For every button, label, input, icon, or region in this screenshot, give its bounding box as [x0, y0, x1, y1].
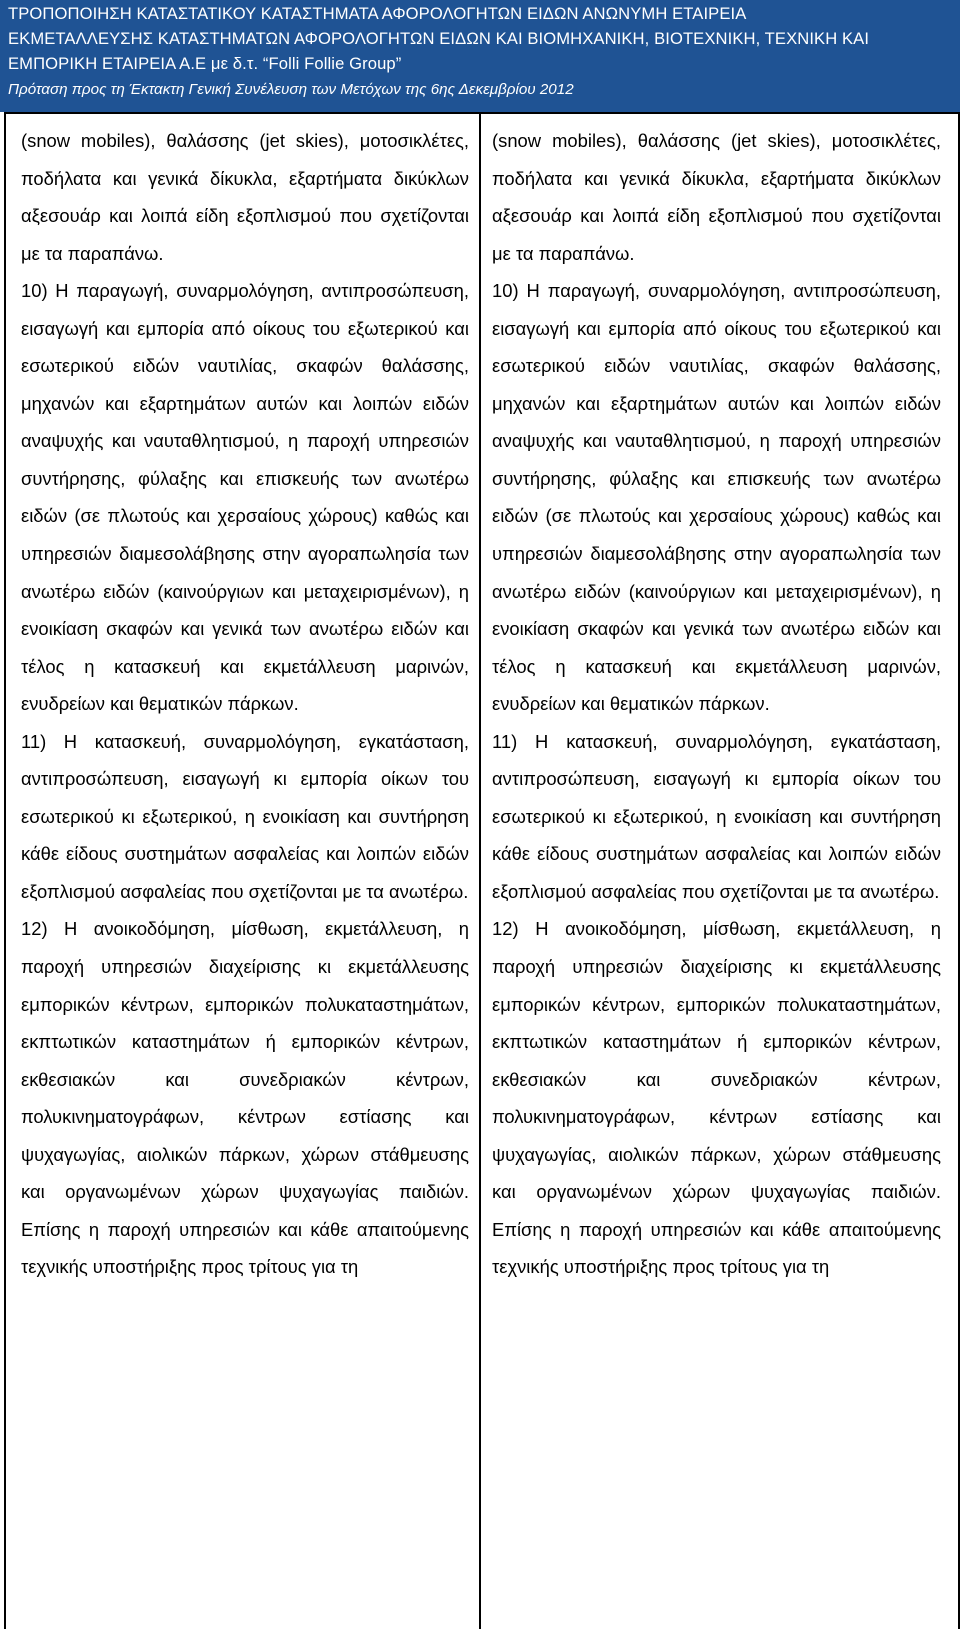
document-header	[0, 0, 960, 112]
paragraph-left-1: (snow mobiles), θαλάσσης (jet skies), μοτοσικλέτες, ποδήλατα και γενικά δίκυκλα, εξαρτήματα δικύκλων αξεσουάρ και λοιπά είδη εξοπλισμού που σχετίζονται με τα παραπάνω.	[21, 130, 469, 264]
paragraph-right-4: 12) Η ανοικοδόμηση, μίσθωση, εκμετάλλευση, η παροχή υπηρεσιών διαχείρισης κι εκμετάλλευσης εμπορικών κέντρων, εμπορικών πολυκαταστημάτων, εκπτωτικών καταστημάτων ή εμπορικών κέντρων, εκθεσιακών και συνεδριακών κέντρων, πολυκινηματογράφων, κέντρων εστίασης και ψυχαγωγίας, αιολικών πάρκων, χώρων στάθμευσης και οργανωμένων χώρων ψυχαγωγίας παιδιών. Επίσης η παροχή υπηρεσιών και κάθε απαιτούμενης τεχνικής υποστήριξης προς τρίτους για τη	[492, 918, 941, 1278]
header-title-line-2: ΕΚΜΕΤΑΛΛΕΥΣΗΣ ΚΑΤΑΣΤΗΜΑΤΩΝ ΑΦΟΡΟΛΟΓΗΤΩΝ ΕΙΔΩΝ ΚΑΙ ΒΙΟΜΗΧΑΝΙΚΗ, ΒΙΟΤΕΧΝΙΚΗ, ΤΕΧΝΙΚΗ ΚΑΙ	[8, 29, 870, 48]
table-column-divider	[479, 112, 481, 1629]
proposed-text-column	[492, 122, 941, 1286]
paragraph-right-1: (snow mobiles), θαλάσσης (jet skies), μοτοσικλέτες, ποδήλατα και γενικά δίκυκλα, εξαρτήματα δικύκλων αξεσουάρ και λοιπά είδη εξοπλισμού που σχετίζονται με τα παραπάνω.	[492, 130, 941, 264]
current-text-column	[21, 122, 469, 1286]
paragraph-left-2: 10) Η παραγωγή, συναρμολόγηση, αντιπροσώπευση, εισαγωγή και εμπορία από οίκους του εξωτερικού και εσωτερικού ειδών ναυτιλίας, σκαφών θαλάσσης, μηχανών και εξαρτημάτων αυτών και λοιπών ειδών αναψυχής και ναυταθλητισμού, η παροχή υπηρεσιών συντήρησης, φύλαξης και επισκευής των ανωτέρω ειδών (σε πλωτούς και χερσαίους χώρους) καθώς και υπηρεσιών διαμεσολάβησης στην αγοραπωλησία των ανωτέρω ειδών (καινούργιων και μεταχειρισμένων), η ενοικίαση σκαφών και γενικά των ανωτέρω ειδών και τέλος η κατασκευή και εκμετάλλευση μαρινών, ενυδρείων και θεματικών πάρκων.	[21, 280, 469, 715]
paragraph-left-3: 11) Η κατασκευή, συναρμολόγηση, εγκατάσταση, αντιπροσώπευση, εισαγωγή κι εμπορία οίκων του εσωτερικού κι εξωτερικού, η ενοικίαση και συντήρηση κάθε είδους συστημάτων ασφαλείας και λοιπών ειδών εξοπλισμού ασφαλείας που σχετίζονται με τα ανωτέρω.	[21, 730, 469, 902]
comparison-table	[0, 112, 960, 1629]
header-title-line-1: ΤΡΟΠΟΠΟΙΗΣΗ ΚΑΤΑΣΤΑΤΙΚΟΥ ΚΑΤΑΣΤΗΜΑΤΑ ΑΦΟΡΟΛΟΓΗΤΩΝ ΕΙΔΩΝ ΑΝΩΝΥΜΗ ΕΤΑΙΡΕΙΑ	[8, 4, 747, 23]
paragraph-right-3: 11) Η κατασκευή, συναρμολόγηση, εγκατάσταση, αντιπροσώπευση, εισαγωγή κι εμπορία οίκων του εσωτερικού κι εξωτερικού, η ενοικίαση και συντήρηση κάθε είδους συστημάτων ασφαλείας και λοιπών ειδών εξοπλισμού ασφαλείας που σχετίζονται με τα ανωτέρω.	[492, 730, 941, 902]
table-left-border	[4, 112, 6, 1629]
header-subtitle: Πρόταση προς τη Έκτακτη Γενική Συνέλευση των Μετόχων της 6ης Δεκεμβρίου 2012	[8, 81, 574, 98]
header-title-line-3: ΕΜΠΟΡΙΚΗ ΕΤΑΙΡΕΙΑ Α.Ε με δ.τ. “Folli Follie Group”	[8, 54, 402, 73]
paragraph-left-4: 12) Η ανοικοδόμηση, μίσθωση, εκμετάλλευση, η παροχή υπηρεσιών διαχείρισης κι εκμετάλλευσης εμπορικών κέντρων, εμπορικών πολυκαταστημάτων, εκπτωτικών καταστημάτων ή εμπορικών κέντρων, εκθεσιακών και συνεδριακών κέντρων, πολυκινηματογράφων, κέντρων εστίασης και ψυχαγωγίας, αιολικών πάρκων, χώρων στάθμευσης και οργανωμένων χώρων ψυχαγωγίας παιδιών. Επίσης η παροχή υπηρεσιών και κάθε απαιτούμενης τεχνικής υποστήριξης προς τρίτους για τη	[21, 918, 469, 1278]
paragraph-right-2: 10) Η παραγωγή, συναρμολόγηση, αντιπροσώπευση, εισαγωγή και εμπορία από οίκους του εξωτερικού και εσωτερικού ειδών ναυτιλίας, σκαφών θαλάσσης, μηχανών και εξαρτημάτων αυτών και λοιπών ειδών αναψυχής και ναυταθλητισμού, η παροχή υπηρεσιών συντήρησης, φύλαξης και επισκευής των ανωτέρω ειδών (σε πλωτούς και χερσαίους χώρους) καθώς και υπηρεσιών διαμεσολάβησης στην αγοραπωλησία των ανωτέρω ειδών (καινούργιων και μεταχειρισμένων), η ενοικίαση σκαφών και γενικά των ανωτέρω ειδών και τέλος η κατασκευή και εκμετάλλευση μαρινών, ενυδρείων και θεματικών πάρκων.	[492, 280, 941, 715]
table-top-border	[4, 112, 960, 114]
